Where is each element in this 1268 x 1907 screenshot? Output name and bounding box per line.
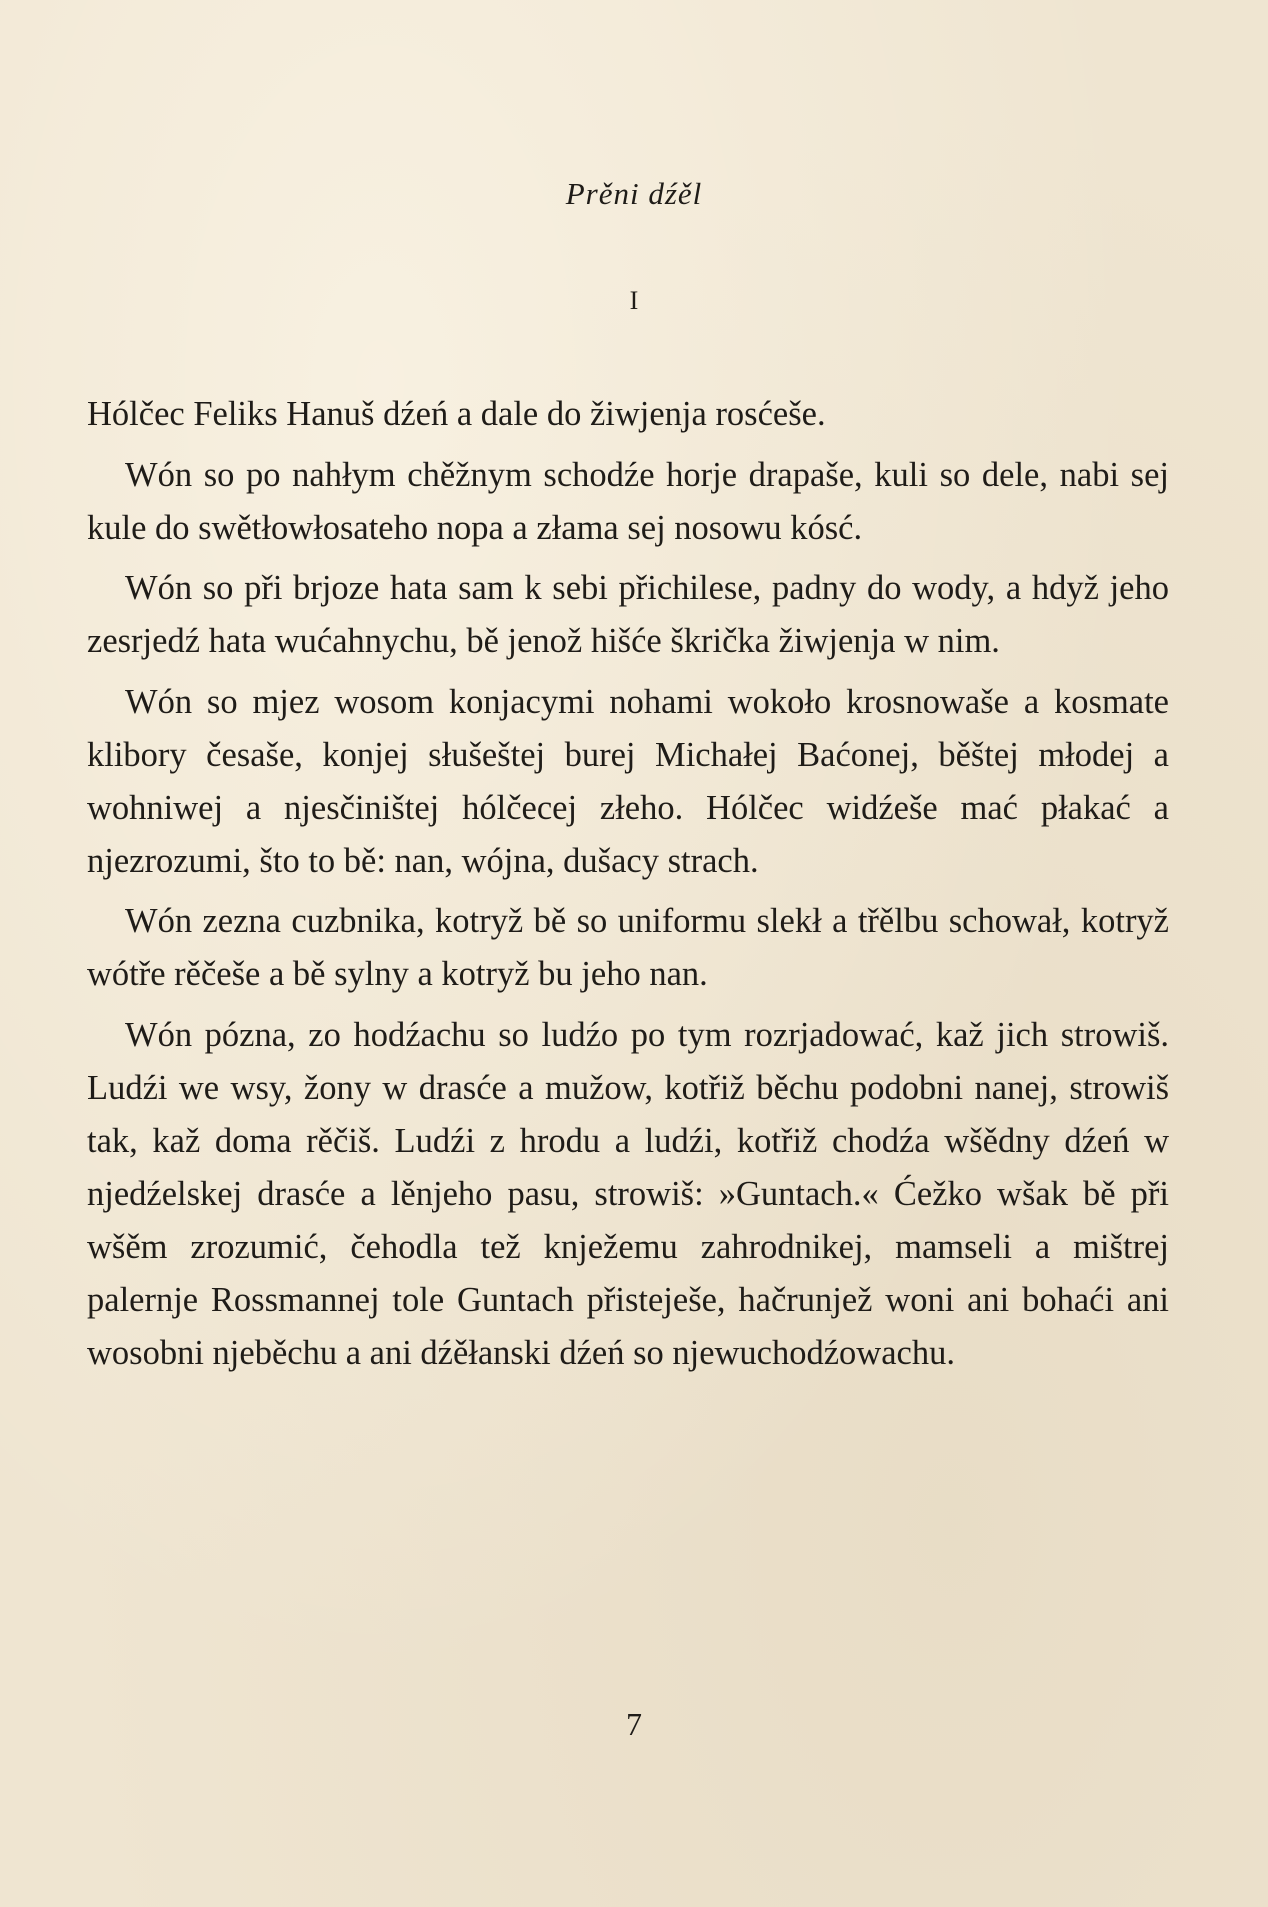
chapter-number: I	[629, 286, 639, 315]
paragraph: Hólčec Feliks Hanuš dźeń a dale do žiwjenja rosćeše.	[87, 395, 826, 433]
paragraph: Wón so mjez wosom konjacymi nohami wokoło krosnowaše a kosmate klibory česaše, konjej słušeštej burej Michałej Baćonej, běštej młodej a wohniwej a njesčiništej hólčecej złeho. Hólčec widźeše mać płakać a njezrozumi, što to bě: nan, wójna, dušacy strach.	[87, 682, 1169, 880]
paragraph: Wón so při brjoze hata sam k sebi přichilese, padny do wody, a hdyž jeho zesrjedź hata wućahnychu, bě jenož hišće škrička žiwjenja w nim.	[87, 569, 1169, 660]
chapter-heading: Prěni dźěl	[565, 176, 703, 211]
page-number: 7	[626, 1706, 642, 1742]
paragraph: Wón pózna, zo hodźachu so ludźo po tym rozrjadować, kaž jich strowiš. Ludźi we wsy, žony w drasće a mužow, kotřiž běchu podobni nanej, strowiš tak, kaž doma rěčiš. Ludźi z hrodu a ludźi, kotřiž chodźa wšědny dźeń w njedźelskej drasće a lěnjeho pasu, strowiš: »Guntach.« Ćežko wšak bě při wšěm zrozumić, čehodla tež knježemu zahrodnikej, mamseli a mištrej palernje Rossmannej tole Guntach přisteješe, hačrunjež woni ani bohaći ani wosobni njeběchu a ani dźěłanski dźeń so njewuchodźowachu.	[87, 1015, 1169, 1372]
paragraph: Wón zezna cuzbnika, kotryž bě so uniformu slekł a třělbu schował, kotryž wótře rěčeše a bě sylny a kotryž bu jeho nan.	[87, 902, 1169, 993]
body-text	[87, 388, 1169, 1387]
paragraph: Wón so po nahłym chěžnym schodźe horje drapaše, kuli so dele, nabi sej kule do swětłowłosateho nopa a złama sej nosowu kósć.	[87, 455, 1169, 547]
